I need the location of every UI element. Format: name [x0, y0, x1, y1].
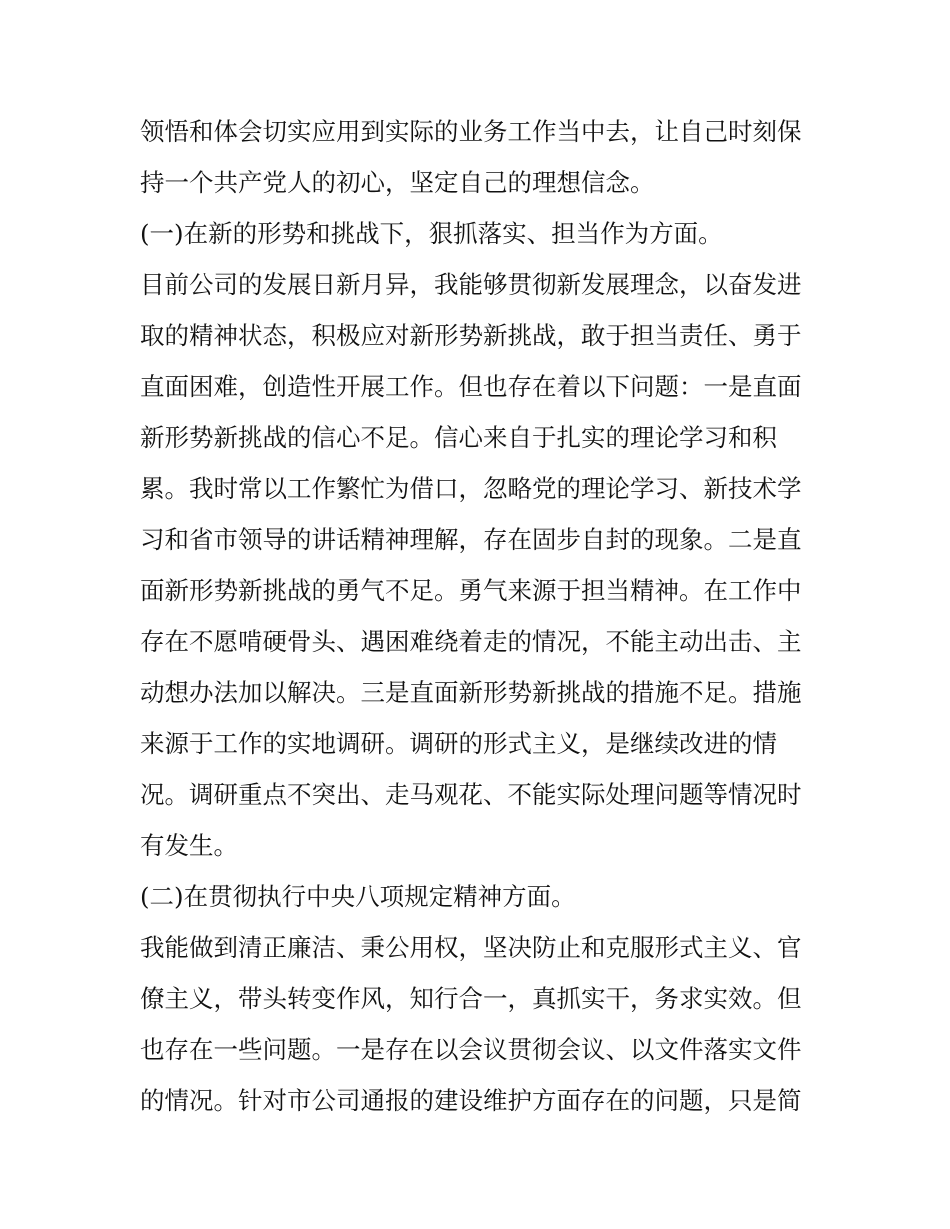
text-line: 目前公司的发展日新月异，我能够贯彻新发展理念，以奋发进 [140, 270, 802, 299]
section-heading: (一)在新的形势和挑战下，狠抓落实、担当作为方面。 [140, 219, 723, 248]
text-line: 面新形势新挑战的勇气不足。勇气来源于担当精神。在工作中 [140, 576, 802, 605]
text-line: 况。调研重点不突出、走马观花、不能实际处理问题等情况时 [140, 780, 802, 809]
text-line: 取的精神状态，积极应对新形势新挑战，敢于担当责任、勇于 [140, 321, 802, 350]
text-line: 新形势新挑战的信心不足。信心来自于扎实的理论学习和积 [140, 423, 777, 452]
text-line: 累。我时常以工作繁忙为借口，忽略党的理论学习、新技术学 [140, 474, 802, 503]
text-line: 持一个共产党人的初心，坚定自己的理想信念。 [140, 168, 655, 197]
text-line: 存在不愿啃硬骨头、遇困难绕着走的情况，不能主动出击、主 [140, 627, 802, 656]
text-line: 的情况。针对市公司通报的建设维护方面存在的问题，只是简 [140, 1086, 802, 1115]
text-line: 我能做到清正廉洁、秉公用权，坚决防止和克服形式主义、官 [140, 933, 802, 962]
text-line: 习和省市领导的讲话精神理解，存在固步自封的现象。二是直 [140, 525, 802, 554]
text-line: 有发生。 [140, 831, 238, 860]
section-heading: (二)在贯彻执行中央八项规定精神方面。 [140, 882, 576, 911]
text-line: 动想办法加以解决。三是直面新形势新挑战的措施不足。措施 [140, 678, 802, 707]
text-line: 来源于工作的实地调研。调研的形式主义，是继续改进的情 [140, 729, 777, 758]
text-line: 直面困难，创造性开展工作。但也存在着以下问题：一是直面 [140, 372, 802, 401]
text-line: 僚主义，带头转变作风，知行合一，真抓实干，务求实效。但 [140, 984, 802, 1013]
text-line: 也存在一些问题。一是存在以会议贯彻会议、以文件落实文件 [140, 1035, 802, 1064]
body-text [140, 106, 820, 1126]
text-line: 领悟和体会切实应用到实际的业务工作当中去，让自己时刻保 [140, 117, 802, 146]
